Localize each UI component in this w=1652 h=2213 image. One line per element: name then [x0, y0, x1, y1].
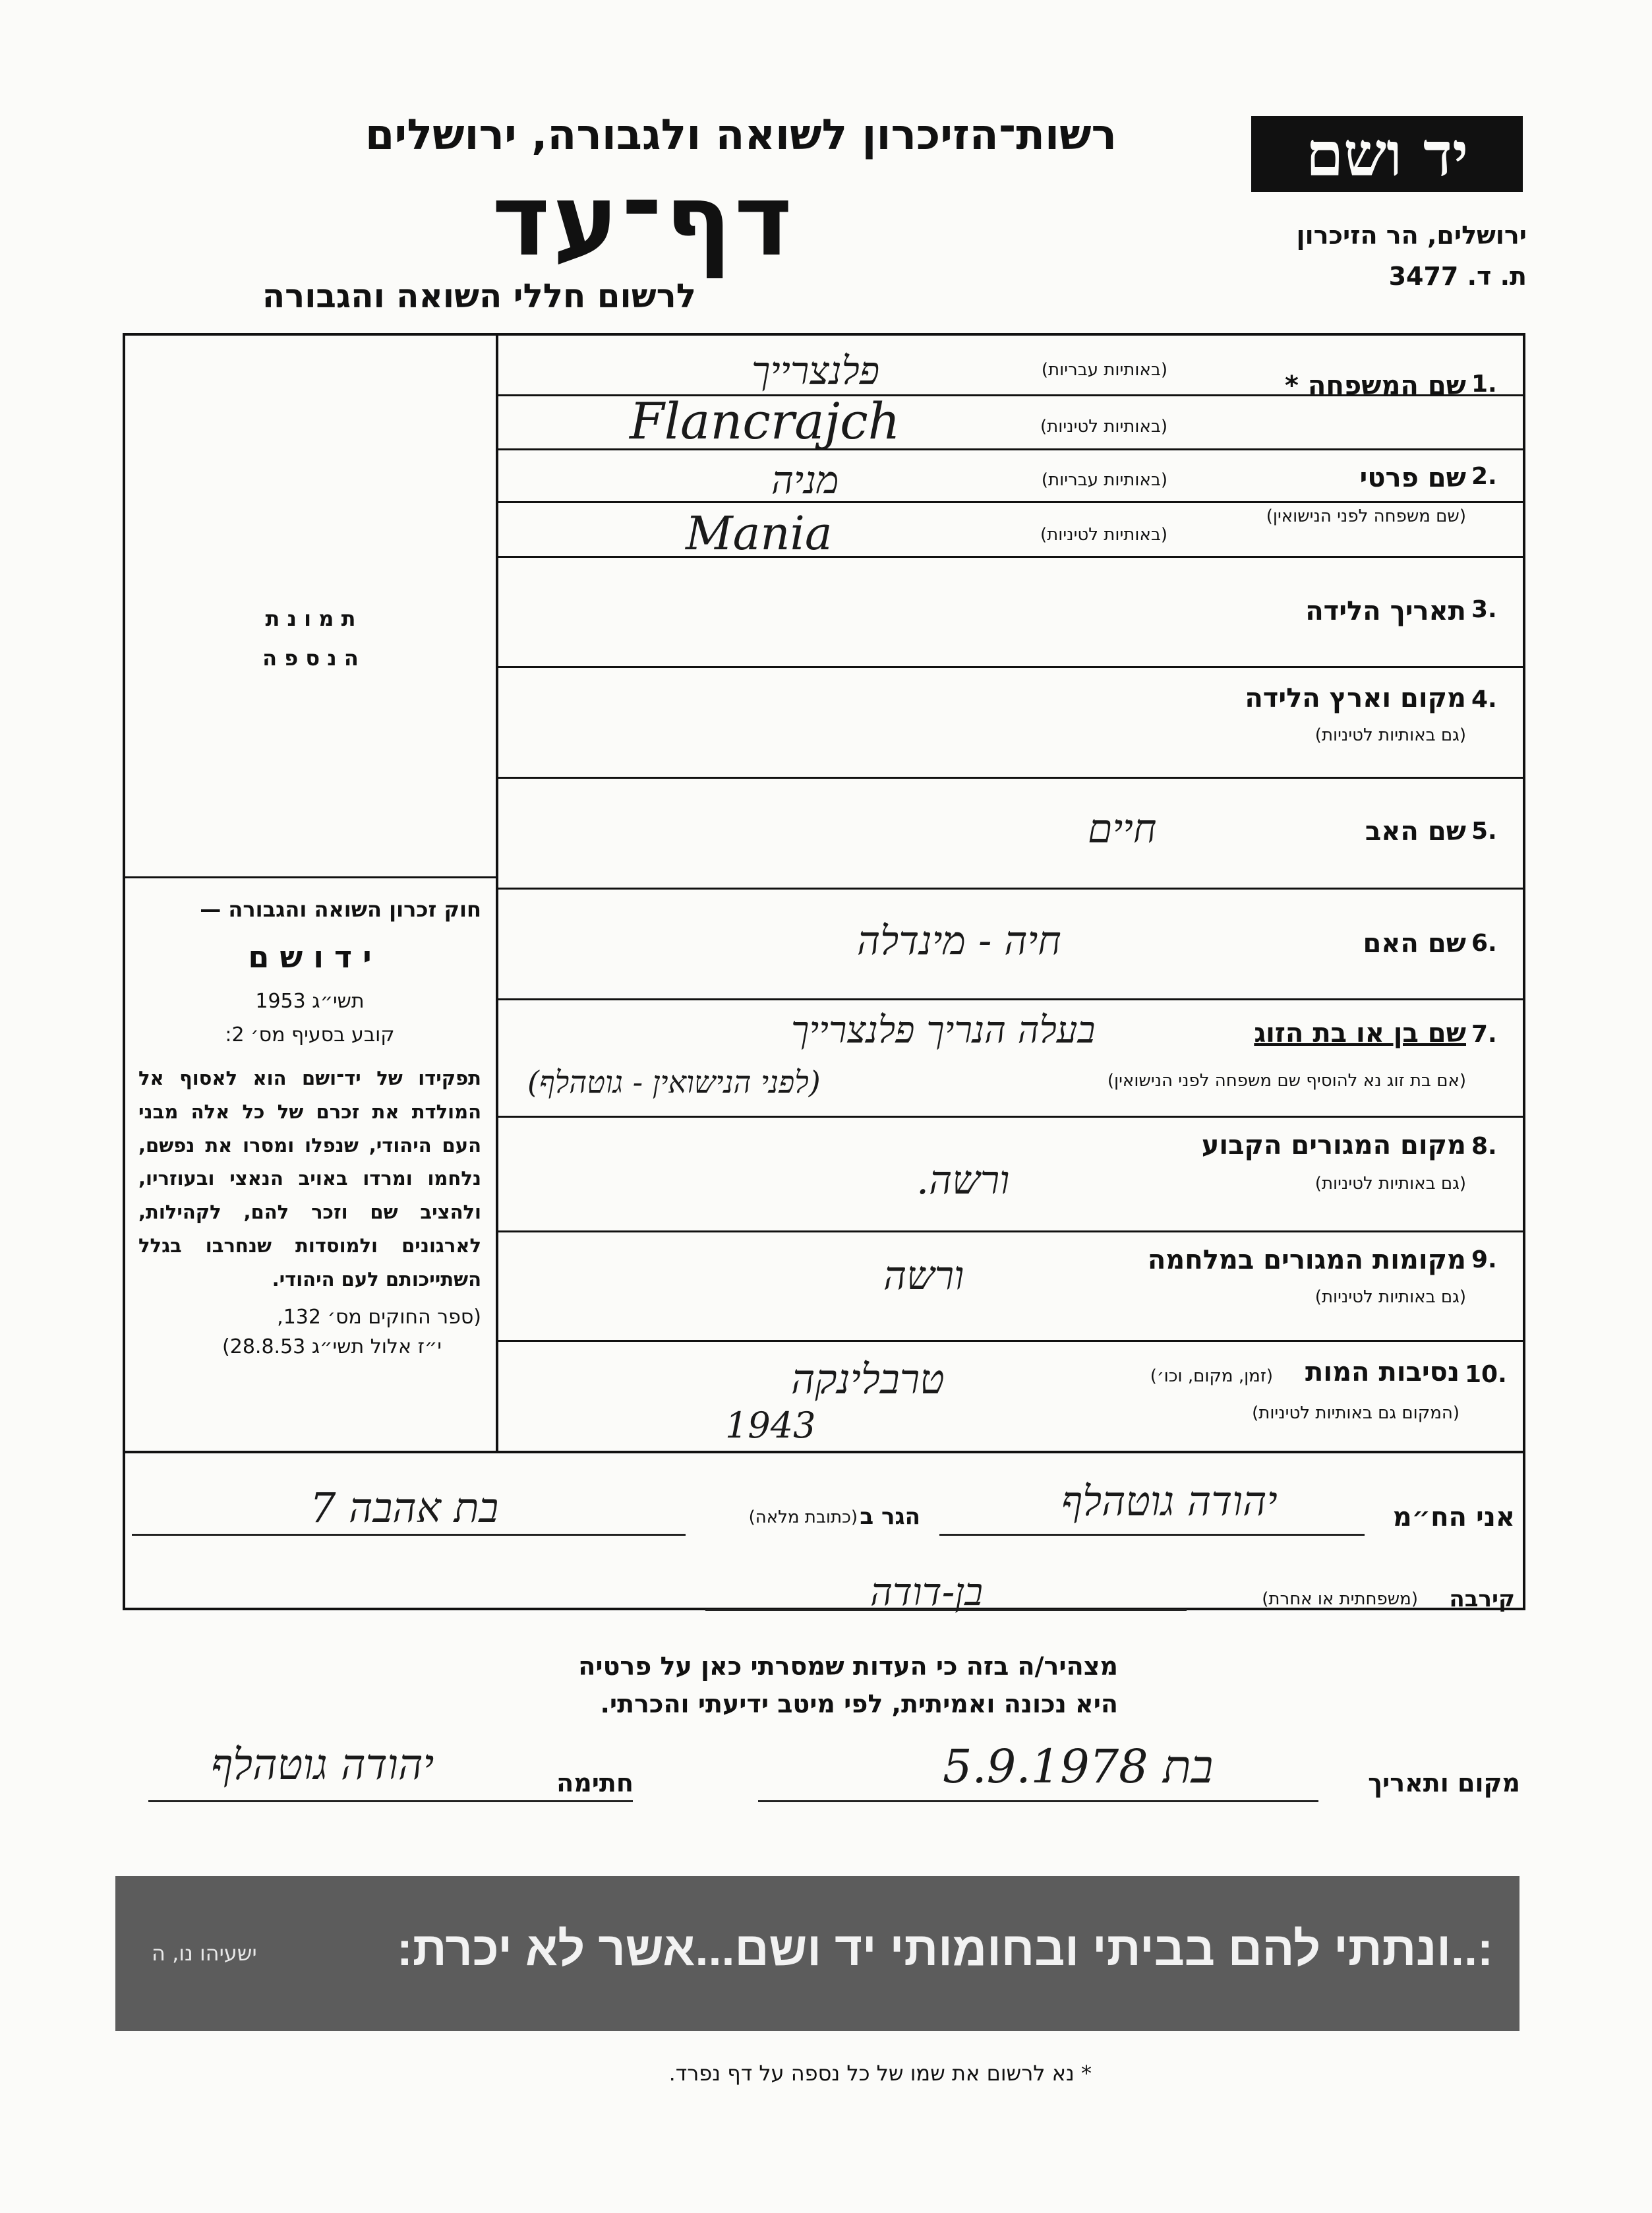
law-body: תפקידו של יד־ושם הוא לאסוף אל המולדת את זכרם של כל אלה מבני העם היהודי, שנפלו ומסרו את נפשם, נלחמו ומרדו באויב הנאצי ובעוזריו, ולהציב שם וזכר להם, לקהילות, לארגונים ולמוסדות שנחרבו בגלל השתייכותם לעם היהודי.	[138, 1067, 481, 1290]
field-8-sublabel: (גם באותיות לטיניות)	[1314, 1174, 1466, 1194]
form-title: דף־עד	[492, 164, 795, 278]
field-5-value[interactable]: חיים	[1088, 806, 1157, 852]
lives-at-label: הגר ב	[860, 1503, 920, 1530]
place-date-label: מקום ותאריך	[1368, 1769, 1520, 1798]
logo-text: יד ושם	[1305, 118, 1469, 190]
law-clause: קובע בסעיף מס׳ 2:	[225, 1023, 395, 1046]
field-4-label: מקום וארץ הלידה	[1245, 683, 1466, 713]
law-box	[138, 894, 481, 1362]
field-8-number: 8.	[1471, 1133, 1497, 1160]
field-7-sublabel: (אם בת זוג נא להוסיף שם משפחה לפני הנישואין)	[1107, 1071, 1466, 1091]
law-ref-1: (ספר החוקים מס׳ 132,	[277, 1306, 481, 1329]
signature-label: חתימה	[556, 1769, 634, 1798]
field-1-value-latin[interactable]: Flancrajch	[630, 392, 900, 450]
field-10-label: נסיבות המות	[1305, 1357, 1460, 1387]
field-2-number: 2.	[1471, 463, 1497, 490]
relation-hint: (משפחתית או אחרת)	[1262, 1589, 1418, 1609]
field-10-number: 10.	[1465, 1361, 1507, 1388]
law-name: י ד ו ש ם	[248, 939, 372, 975]
field-1-hint-latin: (באותיות לטיניות)	[1040, 417, 1167, 437]
statement-line-2: היא נכונה ואמיתית, לפי מיטב ידיעתי והכרתי.	[600, 1689, 1118, 1718]
form-subtitle: לרשום חללי השואה והגבורה	[262, 277, 696, 315]
banner-source: ישעיהו נו, ה	[152, 1941, 257, 1966]
relation-value[interactable]: בן-דודה	[870, 1569, 984, 1614]
field-2-value-latin[interactable]: Mania	[686, 506, 833, 561]
field-1-label: שם המשפחה *	[1285, 371, 1466, 401]
field-3-number: 3.	[1471, 596, 1497, 623]
field-6-label: שם האם	[1363, 928, 1466, 959]
footnote: * נא לרשום את שמו של כל נספה על דף נפרד.	[668, 2061, 1092, 2086]
declarant-label: אני הח״מ	[1392, 1502, 1515, 1532]
field-5-label: שם האב	[1365, 816, 1466, 847]
field-2-label: שם פרטי	[1359, 463, 1466, 493]
declarant-name[interactable]: יהודה גוטהלף	[1061, 1477, 1278, 1525]
declarant-address[interactable]: בת אהבה 7	[310, 1484, 499, 1532]
statement-line-1: מצהיר/ה בזה כי העדות שמסרתי כאן על פרטיה	[578, 1652, 1118, 1681]
field-2-hint-hebrew: (באותיות עבריות)	[1041, 470, 1167, 490]
field-6-value[interactable]: חיה - מינדלה	[857, 918, 1061, 964]
place-date-value[interactable]: 5.9.1978 בת	[943, 1740, 1214, 1794]
field-9-sublabel: (גם באותיות לטיניות)	[1314, 1287, 1466, 1307]
field-10-label-extra: (זמן, מקום, וכו׳)	[1150, 1366, 1273, 1386]
field-9-number: 9.	[1471, 1246, 1497, 1273]
field-1-hint-hebrew: (באותיות עבריות)	[1041, 360, 1167, 380]
photo-label-1: ת מ ו נ ת	[265, 606, 356, 631]
logo-box	[1251, 116, 1523, 192]
law-ref-2: י״ז אלול תשי״ג 28.8.53)	[222, 1335, 442, 1359]
field-9-value[interactable]: ורשה	[883, 1253, 964, 1299]
field-5-number: 5.	[1471, 818, 1497, 845]
field-10-value[interactable]: טרבלינקה	[791, 1355, 945, 1403]
field-3-label: תאריך הלידה	[1305, 596, 1466, 626]
field-8-label: מקום המגורים הקבוע	[1201, 1130, 1466, 1161]
law-year: תשי״ג 1953	[255, 990, 365, 1013]
signature-value[interactable]: יהודה גוטהלף	[211, 1741, 434, 1790]
field-7-value[interactable]: בעלה הנריך פלנצרייך	[791, 1009, 1096, 1052]
photo-label-2: ה נ ס פ ה	[262, 646, 359, 671]
field-8-value[interactable]: ורשה.	[916, 1157, 1010, 1203]
field-1-number: 1.	[1471, 371, 1497, 398]
field-9-label: מקומות המגורים במלחמה	[1147, 1245, 1466, 1275]
field-6-number: 6.	[1471, 930, 1497, 957]
photo-area	[125, 336, 496, 876]
field-4-sublabel: (גם באותיות לטיניות)	[1314, 725, 1466, 745]
law-title: חוק זכרון השואה והגבורה —	[200, 897, 481, 922]
field-2-sublabel: (שם משפחה לפני הנישואין)	[1266, 506, 1466, 526]
field-7-value-2[interactable]: (לפני הנישואין - גוטהלף)	[527, 1064, 821, 1100]
field-1-value-hebrew[interactable]: פלנצרייך	[752, 348, 880, 393]
field-7-number: 7.	[1471, 1021, 1497, 1048]
field-2-hint-latin: (באותיות לטיניות)	[1040, 525, 1167, 545]
address-hint: (כתובת מלאה)	[748, 1507, 858, 1527]
field-10-value-2[interactable]: 1943	[725, 1405, 816, 1446]
address-line-1: ירושלים, הר הזיכרון	[1296, 221, 1527, 250]
banner-quote: :..ונתתי להם בביתי ובחומותי יד ושם...אשר לא יכרת:	[396, 1923, 1493, 1976]
field-10-sublabel: (המקום גם באותיות לטיניות)	[1252, 1403, 1460, 1423]
quote-banner	[115, 1876, 1519, 2031]
address-line-2: ת. ד. 3477	[1388, 262, 1527, 291]
relation-label: קירבה	[1449, 1586, 1515, 1612]
field-2-value-hebrew[interactable]: מניה	[771, 458, 839, 502]
field-4-number: 4.	[1471, 686, 1497, 713]
authority-name: רשות־הזיכרון לשואה ולגבורה, ירושלים	[365, 111, 1117, 160]
field-7-label: שם בן או בת הזוג	[1254, 1018, 1466, 1048]
